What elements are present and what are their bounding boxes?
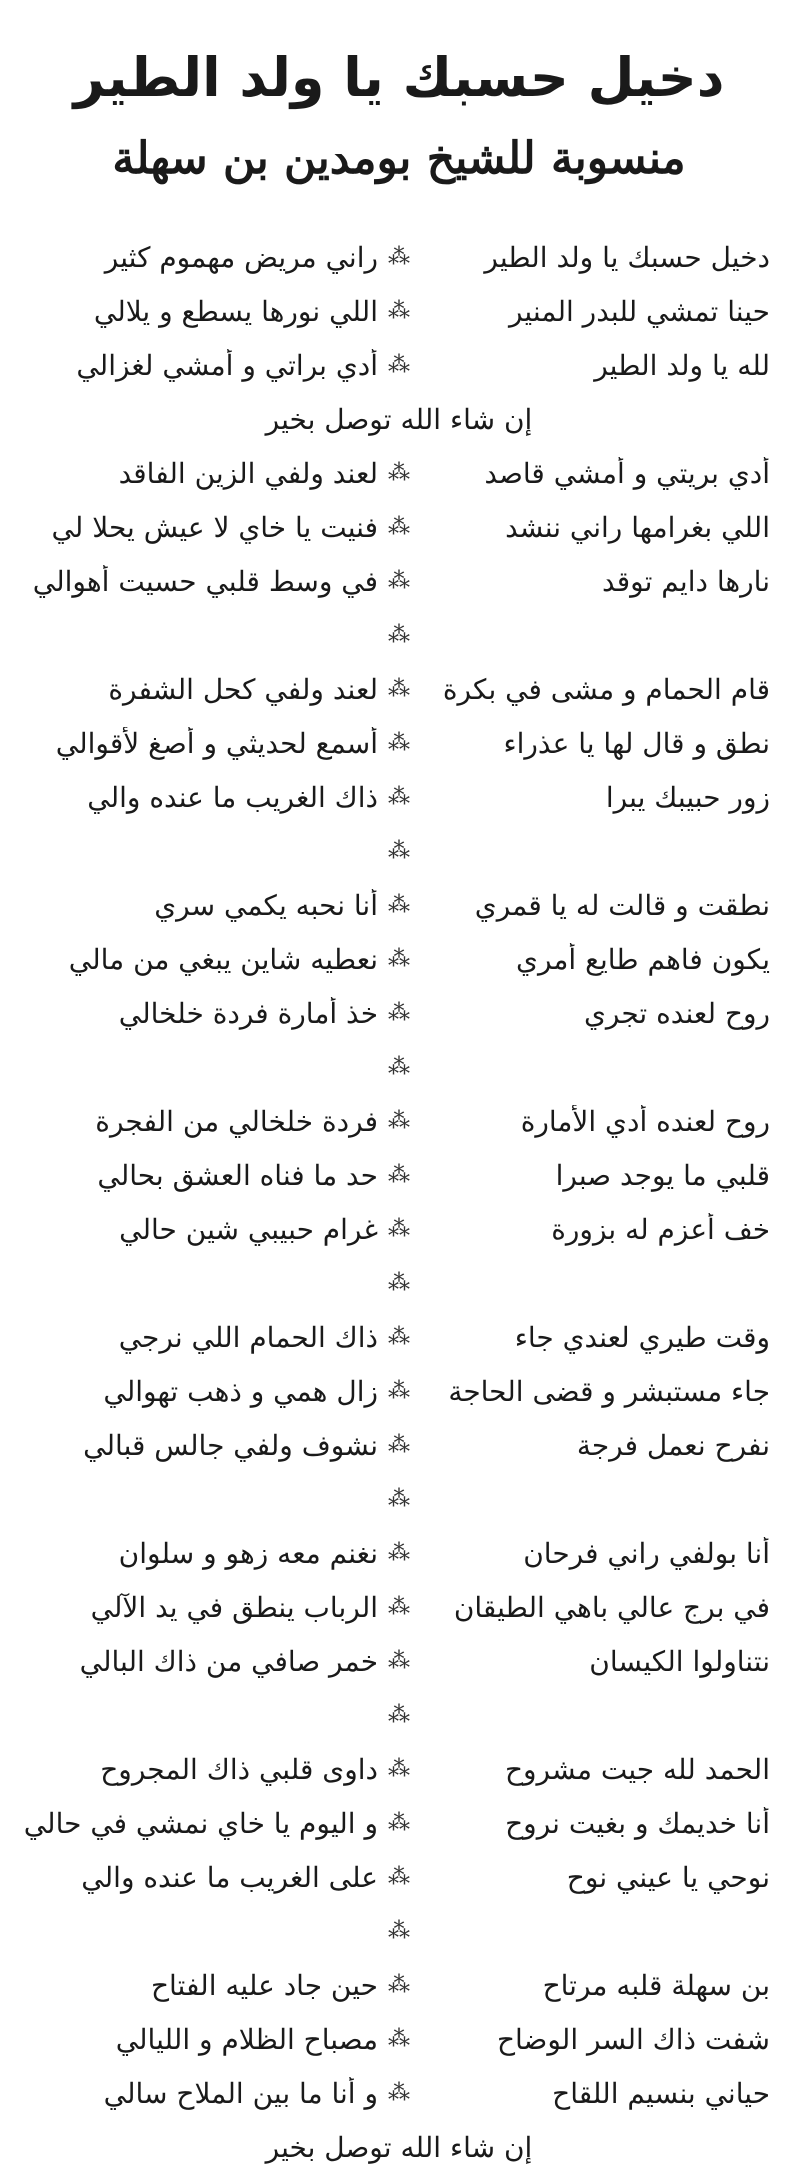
verse-line — [0, 1310, 798, 1364]
verse-line — [0, 1526, 798, 1580]
second-hemistich: لعند ولفي كحل الشفرة — [108, 672, 378, 706]
second-hemistich: نغنم معه زهو و سلوان — [118, 1536, 378, 1570]
hemistich-separator-icon: ⁂ — [388, 946, 410, 972]
divider-ornament-icon: ⁂ — [388, 1054, 410, 1080]
first-hemistich: أنا خديمك و بغيت نروح — [505, 1806, 770, 1840]
second-hemistich: فردة خلخالي من الفجرة — [95, 1104, 378, 1138]
verse-line — [0, 1418, 798, 1472]
second-hemistich: داوى قلبي ذاك المجروح — [100, 1752, 378, 1786]
verse-line — [0, 554, 798, 608]
verse-line — [0, 662, 798, 716]
second-hemistich: و أنا ما بين الملاح سالي — [103, 2076, 378, 2110]
poem-subtitle: منسوبة للشيخ بومدين بن سهلة — [112, 133, 686, 184]
hemistich-separator-icon: ⁂ — [388, 244, 410, 270]
hemistich-separator-icon: ⁂ — [388, 730, 410, 756]
first-hemistich: في برج عالي باهي الطيقان — [453, 1590, 770, 1624]
second-hemistich: مصباح الظلام و الليالي — [115, 2022, 378, 2056]
hemistich-separator-icon: ⁂ — [388, 1972, 410, 1998]
hemistich-separator-icon: ⁂ — [388, 1216, 410, 1242]
poem-body — [0, 230, 798, 2174]
refrain-text: إن شاء الله توصل بخير — [265, 402, 533, 436]
stanza-divider — [0, 608, 798, 662]
second-hemistich: خذ أمارة فردة خلخالي — [118, 996, 378, 1030]
stanza-divider — [0, 824, 798, 878]
verse-line — [0, 1958, 798, 2012]
verse-line — [0, 1202, 798, 1256]
first-hemistich: خف أعزم له بزورة — [551, 1212, 770, 1246]
hemistich-separator-icon: ⁂ — [388, 460, 410, 486]
hemistich-separator-icon: ⁂ — [388, 1810, 410, 1836]
second-hemistich: لعند ولفي الزين الفاقد — [118, 456, 378, 490]
hemistich-separator-icon: ⁂ — [388, 352, 410, 378]
hemistich-separator-icon: ⁂ — [388, 1864, 410, 1890]
first-hemistich: نارها دايم توقد — [602, 564, 770, 598]
divider-ornament-icon: ⁂ — [388, 1270, 410, 1296]
hemistich-separator-icon: ⁂ — [388, 1540, 410, 1566]
first-hemistich: نوحي يا عيني نوح — [566, 1860, 770, 1894]
stanza-divider — [0, 1904, 798, 1958]
hemistich-separator-icon: ⁂ — [388, 1432, 410, 1458]
second-hemistich: راني مريض مهموم كثير — [104, 240, 378, 274]
second-hemistich: أسمع لحديثي و أصغ لأقوالي — [55, 726, 378, 760]
hemistich-separator-icon: ⁂ — [388, 1324, 410, 1350]
first-hemistich: جاء مستبشر و قضى الحاجة — [448, 1374, 770, 1408]
verse-line — [0, 446, 798, 500]
verse-line — [0, 1580, 798, 1634]
first-hemistich: دخيل حسبك يا ولد الطير — [484, 240, 770, 274]
second-hemistich: نعطيه شاين يبغي من مالي — [68, 942, 378, 976]
second-hemistich: ذاك الغريب ما عنده والي — [87, 780, 378, 814]
second-hemistich: على الغريب ما عنده والي — [81, 1860, 378, 1894]
first-hemistich: يكون فاهم طايع أمري — [516, 942, 770, 976]
hemistich-separator-icon: ⁂ — [388, 784, 410, 810]
hemistich-separator-icon: ⁂ — [388, 2080, 410, 2106]
second-hemistich: ذاك الحمام اللي نرجي — [118, 1320, 378, 1354]
verse-line — [0, 770, 798, 824]
verse-line — [0, 2012, 798, 2066]
second-hemistich: خمر صافي من ذاك البالي — [79, 1644, 378, 1678]
verse-line — [0, 230, 798, 284]
first-hemistich: حياني بنسيم اللقاح — [552, 2076, 770, 2110]
first-hemistich: الحمد لله جيت مشروح — [504, 1752, 770, 1786]
first-hemistich: شفت ذاك السر الوضاح — [496, 2022, 770, 2056]
second-hemistich: و اليوم يا خاي نمشي في حالي — [23, 1806, 378, 1840]
stanza-divider — [0, 1472, 798, 1526]
verse-line — [0, 1742, 798, 1796]
refrain-line — [0, 392, 798, 446]
first-hemistich: اللي بغرامها راني ننشد — [505, 510, 770, 544]
hemistich-separator-icon: ⁂ — [388, 676, 410, 702]
verse-line — [0, 878, 798, 932]
divider-ornament-icon: ⁂ — [388, 838, 410, 864]
first-hemistich: روح لعنده تجري — [583, 996, 770, 1030]
first-hemistich: حينا تمشي للبدر المنير — [508, 294, 770, 328]
verse-line — [0, 1796, 798, 1850]
second-hemistich: في وسط قلبي حسيت أهوالي — [32, 564, 378, 598]
hemistich-separator-icon: ⁂ — [388, 2026, 410, 2052]
stanza-divider — [0, 1256, 798, 1310]
hemistich-separator-icon: ⁂ — [388, 1000, 410, 1026]
verse-line — [0, 338, 798, 392]
verse-line — [0, 500, 798, 554]
first-hemistich: أنا بولفي راني فرحان — [523, 1536, 770, 1570]
hemistich-separator-icon: ⁂ — [388, 514, 410, 540]
first-hemistich: لله يا ولد الطير — [594, 348, 770, 382]
first-hemistich: قام الحمام و مشى في بكرة — [442, 672, 770, 706]
stanza-divider — [0, 1040, 798, 1094]
hemistich-separator-icon: ⁂ — [388, 1108, 410, 1134]
divider-ornament-icon: ⁂ — [388, 622, 410, 648]
first-hemistich: نطق و قال لها يا عذراء — [503, 726, 770, 760]
hemistich-separator-icon: ⁂ — [388, 1594, 410, 1620]
first-hemistich: بن سهلة قلبه مرتاح — [542, 1968, 770, 2002]
second-hemistich: نشوف ولفي جالس قبالي — [83, 1428, 378, 1462]
hemistich-separator-icon: ⁂ — [388, 1756, 410, 1782]
second-hemistich: أدي براتي و أمشي لغزالي — [76, 348, 378, 382]
hemistich-separator-icon: ⁂ — [388, 1378, 410, 1404]
second-hemistich: الرباب ينطق في يد الآلي — [90, 1590, 378, 1624]
divider-ornament-icon: ⁂ — [388, 1486, 410, 1512]
verse-line — [0, 1148, 798, 1202]
first-hemistich: نطقت و قالت له يا قمري — [474, 888, 770, 922]
first-hemistich: نفرح نعمل فرجة — [576, 1428, 770, 1462]
hemistich-separator-icon: ⁂ — [388, 568, 410, 594]
verse-line — [0, 716, 798, 770]
verse-line — [0, 932, 798, 986]
first-hemistich: أدي بريتي و أمشي قاصد — [484, 456, 770, 490]
refrain-text: إن شاء الله توصل بخير — [265, 2130, 533, 2164]
first-hemistich: نتناولوا الكيسان — [589, 1644, 770, 1678]
second-hemistich: حد ما فناه العشق بحالي — [97, 1158, 378, 1192]
hemistich-separator-icon: ⁂ — [388, 1162, 410, 1188]
verse-line — [0, 1364, 798, 1418]
divider-ornament-icon: ⁂ — [388, 1702, 410, 1728]
second-hemistich: أنا نحبه يكمي سري — [154, 888, 378, 922]
verse-line — [0, 1850, 798, 1904]
hemistich-separator-icon: ⁂ — [388, 298, 410, 324]
verse-line — [0, 2066, 798, 2120]
first-hemistich: زور حبيبك يبرا — [605, 780, 770, 814]
verse-line — [0, 986, 798, 1040]
second-hemistich: اللي نورها يسطع و يلالي — [93, 294, 378, 328]
second-hemistich: زال همي و ذهب تهوالي — [103, 1374, 378, 1408]
second-hemistich: حين جاد عليه الفتاح — [150, 1968, 378, 2002]
divider-ornament-icon: ⁂ — [388, 1918, 410, 1944]
verse-line — [0, 1634, 798, 1688]
refrain-line — [0, 2120, 798, 2174]
hemistich-separator-icon: ⁂ — [388, 1648, 410, 1674]
poem-title: دخيل حسبك يا ولد الطير — [73, 46, 725, 109]
second-hemistich: غرام حبيبي شين حالي — [119, 1212, 378, 1246]
verse-line — [0, 284, 798, 338]
first-hemistich: وقت طيري لعندي جاء — [514, 1320, 770, 1354]
stanza-divider — [0, 1688, 798, 1742]
hemistich-separator-icon: ⁂ — [388, 892, 410, 918]
first-hemistich: قلبي ما يوجد صبرا — [555, 1158, 770, 1192]
second-hemistich: فنيت يا خاي لا عيش يحلا لي — [51, 510, 378, 544]
verse-line — [0, 1094, 798, 1148]
first-hemistich: روح لعنده أدي الأمارة — [520, 1104, 770, 1138]
